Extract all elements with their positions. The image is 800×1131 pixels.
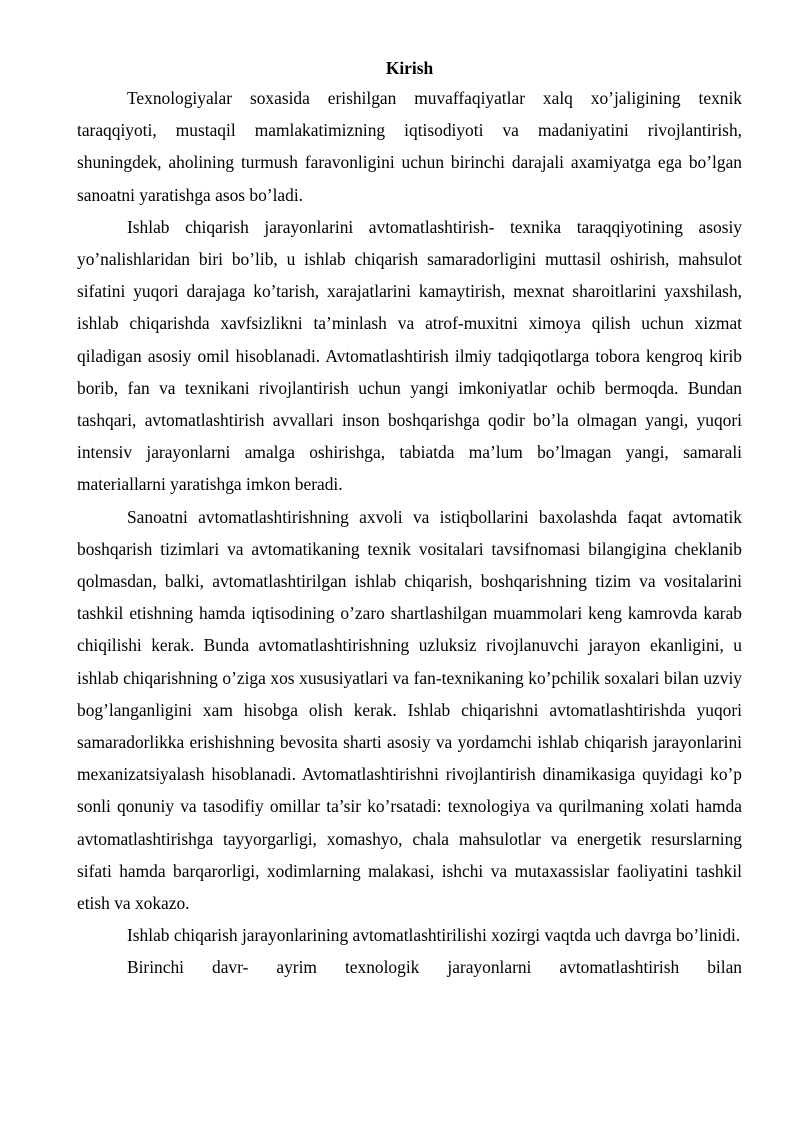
paragraph-3: Sanoatni avtomatlashtirishning axvoli va istiqbollarini baxolashda faqat avtomatik boshqarish tizimlari va avtomatikaning texnik vositalari tavsifnomasi bilangigina cheklanib qolmasdan, balki, avtomatlashtirilgan ishlab chiqarish, boshqarishning tizim va vositalarini tashkil etishning hamda iqtisodining o’zaro shartlashilgan muammolari keng kamrovda karab chiqilishi kerak. Bunda avtomatlashtirishning uzluksiz rivojlanuvchi jarayon ekanligini, u ishlab chiqarishning o’ziga xos xususiyatlari va fan-texnikaning ko’pchilik soxalari bilan uzviy bog’langanligini xam hisobga olish kerak. Ishlab chiqarishni avtomatlashtirishda yuqori samaradorlikka erishishning bevosita sharti asosiy va yordamchi ishlab chiqarish jarayonlarini mexanizatsiyalash hisoblanadi. Avtomatlashtirishni rivojlantirish dinamikasiga quyidagi ko’p sonli qonuniy va tasodifiy omillar ta’sir ko’rsatadi: texnologiya va qurilmaning xolati hamda avtomatlashtirishga tayyorgarligi, xomashyo, chala mahsulotlar va energetik resurslarning sifati hamda barqarorligi, xodimlarning malakasi, ishchi va mutaxassislar faoliyatini tashkil etish va xokazo. bbox=[77, 506, 742, 914]
paragraph-4: Ishlab chiqarish jarayonlarining avtomatlashtirilishi xozirgi vaqtda uch davrga bo’linidi. bbox=[127, 925, 741, 946]
document-page bbox=[77, 52, 742, 984]
document-title: Kirish bbox=[385, 58, 434, 78]
paragraph-5: Birinchi davr- ayrim texnologik jarayonlarni avtomatlashtirish bilan bbox=[127, 957, 742, 978]
paragraph-1: Texnologiyalar soxasida erishilgan muvaffaqiyatlar xalq xo’jaligining texnik taraqqiyoti, mustaqil mamlakatimizning iqtisodiyoti va madaniyatini rivojlantirish, shuningdek, aholining turmush faravonligini uchun birinchi darajali axamiyatga ega bo’lgan sanoatni yaratishga asos bo’ladi. bbox=[77, 88, 742, 205]
paragraph-2: Ishlab chiqarish jarayonlarini avtomatlashtirish- texnika taraqqiyotining asosiy yo’nalishlaridan biri bo’lib, u ishlab chiqarish samaradorligini muttasil oshirish, mahsulot sifatini yuqori darajaga ko’tarish, xarajatlarini kamaytirish, mexnat sharoitlarini yaxshilash, ishlab chiqarishda xavfsizlikni ta’minlash va atrof-muxitni ximoya qilish uchun xizmat qiladigan asosiy omil hisoblanadi. Avtomatlashtirish ilmiy tadqiqotlarga tobora kengroq kirib borib, fan va texnikani rivojlantirish uchun yangi imkoniyatlar ochib bermoqda. Bundan tashqari, avtomatlashtirish avvallari inson boshqarishga qodir bo’la olmagan yangi, yuqori intensiv jarayonlarni amalga oshirishga, tabiatda ma’lum bo’lmagan yangi, samarali materiallarni yaratishga imkon beradi. bbox=[77, 216, 742, 495]
